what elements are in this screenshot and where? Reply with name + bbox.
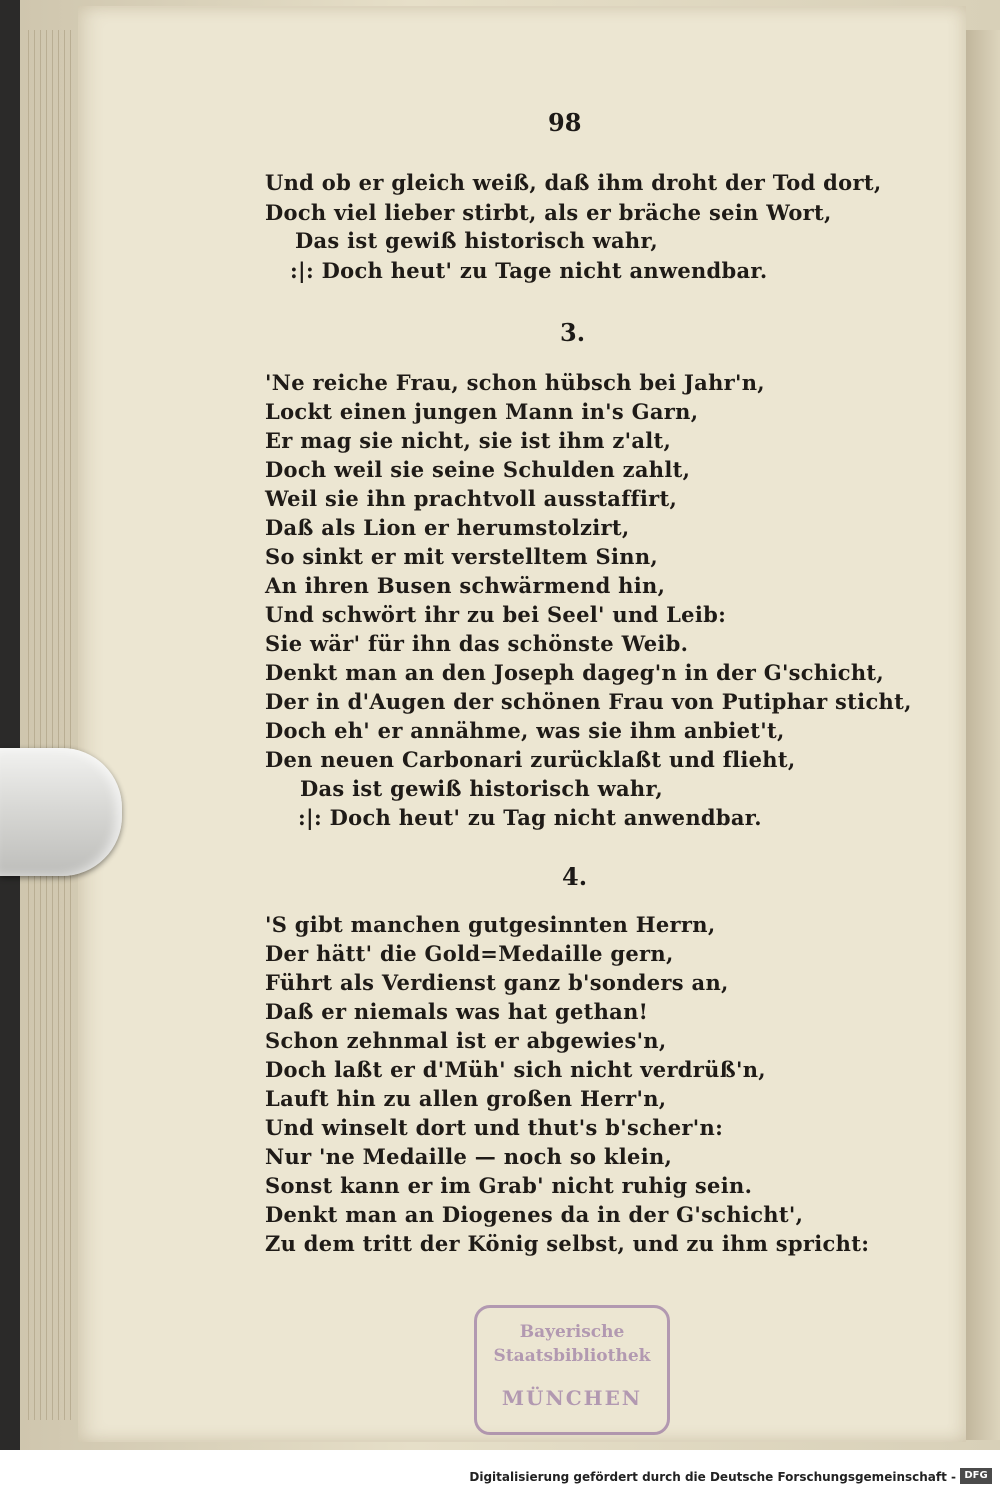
stamp-line: Bayerische [519,1322,625,1342]
verse-line: Denkt man an Diogenes da in der G'schicht', [265,1202,804,1227]
refrain-line: :|: Doch heut' zu Tage nicht anwendbar. [290,258,768,283]
stamp-line: Staatsbibliothek [493,1346,651,1366]
page-number: 98 [548,108,582,137]
page-edge-line [40,30,41,1420]
verse-line: Lockt einen jungen Mann in's Garn, [265,399,699,424]
verse-line: 'Ne reiche Frau, schon hübsch bei Jahr'n, [265,370,765,395]
verse-line: Doch eh' er annähme, was sie ihm anbiet't, [265,718,785,743]
page-edge-line [64,30,65,1420]
page-edge-line [52,30,53,1420]
bleed-through-text [918,146,1000,1306]
verse-line: Daß er niemals was hat gethan! [265,999,649,1024]
verse-line: Daß als Lion er herumstolzirt, [265,515,630,540]
page-edge-line [70,30,71,1420]
verse-line: Weil sie ihn prachtvoll ausstaffirt, [265,486,678,511]
verse-line: Zu dem tritt der König selbst, und zu ihm spricht: [265,1231,870,1256]
stamp-line: MÜNCHEN [501,1386,643,1410]
page-edge-line [46,30,47,1420]
verse-line: So sinkt er mit verstelltem Sinn, [265,544,659,569]
verse-line: Und ob er gleich weiß, daß ihm droht der Tod dort, [265,170,882,195]
verse-line: Doch viel lieber stirbt, als er bräche sein Wort, [265,200,832,225]
footer-bar [0,1450,1000,1493]
verse-line: 'S gibt manchen gutgesinnten Herrn, [265,912,716,937]
verse-line: Das ist gewiß historisch wahr, [295,228,658,253]
book-clip [0,748,122,876]
funding-credit: Digitalisierung gefördert durch die Deutsche Forschungsgemeinschaft - [469,1470,956,1484]
verse-line: Sie wär' für ihn das schönste Weib. [265,631,689,656]
verse-line: Doch laßt er d'Müh' sich nicht verdrüß'n, [265,1057,766,1082]
verse-line: Sonst kann er im Grab' nicht ruhig sein. [265,1173,753,1198]
verse-line: Nur 'ne Medaille — noch so klein, [265,1144,673,1169]
verse-line: Schon zehnmal ist er abgewies'n, [265,1028,667,1053]
verse-line: Das ist gewiß historisch wahr, [300,776,663,801]
stanza-number: 4. [562,862,588,891]
verse-line: Lauft hin zu allen großen Herr'n, [265,1086,667,1111]
verse-line: Den neuen Carbonari zurücklaßt und flieht, [265,747,796,772]
verse-line: Führt als Verdienst ganz b'sonders an, [265,970,729,995]
verse-line: Und schwört ihr zu bei Seel' und Leib: [265,602,727,627]
dfg-logo: DFG [960,1468,992,1484]
page-edge-line [58,30,59,1420]
refrain-line: :|: Doch heut' zu Tag nicht anwendbar. [298,805,762,830]
verse-line: Doch weil sie seine Schulden zahlt, [265,457,691,482]
page-edge-line [34,30,35,1420]
page-edge-line [28,30,29,1420]
library-stamp [474,1305,670,1435]
verse-line: Denkt man an den Joseph dageg'n in der G'schicht, [265,660,884,685]
verse-line: Der hätt' die Gold=Medaille gern, [265,941,674,966]
stanza-number: 3. [560,318,586,347]
verse-line: Der in d'Augen der schönen Frau von Putiphar sticht, [265,689,912,714]
verse-line: Er mag sie nicht, sie ist ihm z'alt, [265,428,672,453]
verse-line: An ihren Busen schwärmend hin, [265,573,666,598]
verse-line: Und winselt dort und thut's b'scher'n: [265,1115,724,1140]
